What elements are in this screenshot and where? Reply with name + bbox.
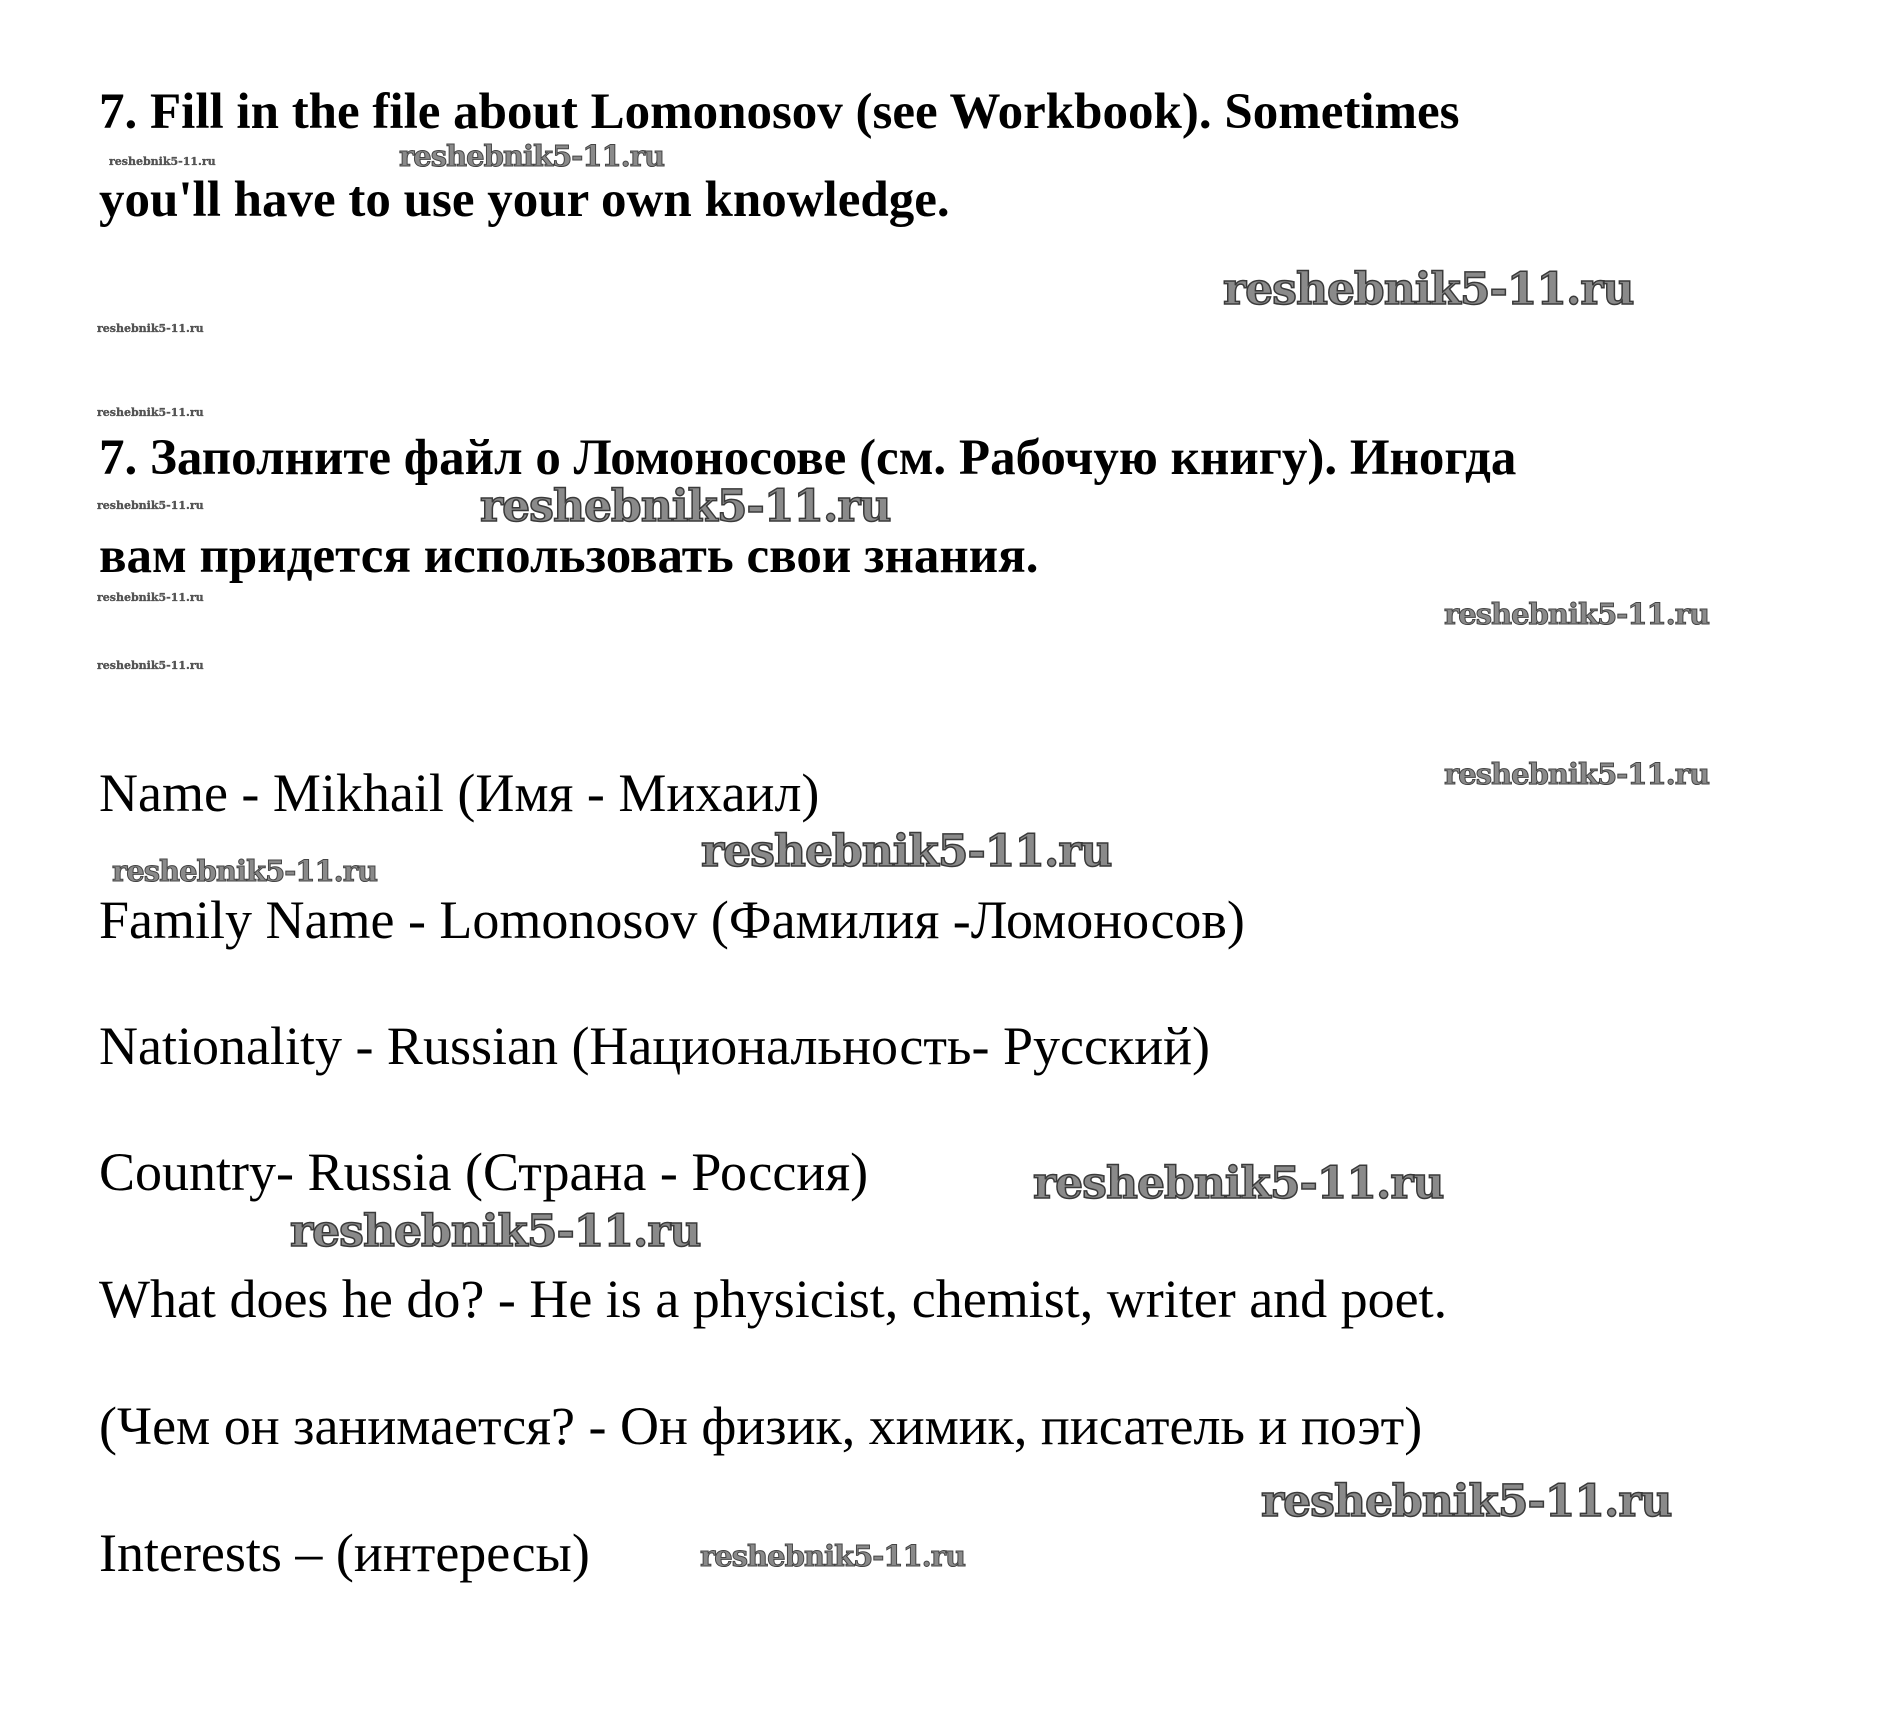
heading-en-line-2: you'll have to use your own knowledge. (99, 172, 950, 228)
watermark: reshebnik5-11.ru (1223, 264, 1634, 315)
watermark: reshebnik5-11.ru (1261, 1476, 1672, 1527)
answer-occupation: What does he do? - He is a physicist, chemist, writer and poet. (99, 1269, 1448, 1329)
watermark: reshebnik5-11.ru (97, 406, 204, 419)
answer-family-name: Family Name - Lomonosov (Фамилия -Ломоносов) (99, 890, 1245, 950)
watermark: reshebnik5-11.ru (701, 826, 1112, 877)
answer-interests: Interests – (интересы) (99, 1523, 590, 1583)
heading-ru-line-2: вам придется использовать свои знания. (99, 528, 1039, 584)
watermark: reshebnik5-11.ru (399, 139, 665, 173)
answer-name: Name - Mikhail (Имя - Михаил) (99, 763, 820, 823)
watermark: reshebnik5-11.ru (112, 854, 378, 888)
watermark: reshebnik5-11.ru (97, 591, 204, 604)
watermark: reshebnik5-11.ru (97, 499, 204, 512)
watermark: reshebnik5-11.ru (97, 659, 204, 672)
watermark: reshebnik5-11.ru (109, 155, 216, 168)
watermark: reshebnik5-11.ru (290, 1206, 701, 1257)
watermark: reshebnik5-11.ru (97, 322, 204, 335)
heading-en-line-1: 7. Fill in the file about Lomonosov (see Workbook). Sometimes (99, 84, 1460, 140)
answer-nationality: Nationality - Russian (Национальность- Русский) (99, 1016, 1211, 1076)
answer-occupation-ru: (Чем он занимается? - Он физик, химик, писатель и поэт) (99, 1396, 1423, 1456)
answer-country: Country- Russia (Страна - Россия) (99, 1142, 869, 1202)
watermark: reshebnik5-11.ru (1444, 757, 1710, 791)
heading-ru-line-1: 7. Заполните файл о Ломоносове (см. Рабочую книгу). Иногда (99, 430, 1517, 486)
watermark: reshebnik5-11.ru (700, 1539, 966, 1573)
watermark: reshebnik5-11.ru (1444, 597, 1710, 631)
watermark: reshebnik5-11.ru (1033, 1158, 1444, 1209)
watermark: reshebnik5-11.ru (480, 481, 891, 532)
